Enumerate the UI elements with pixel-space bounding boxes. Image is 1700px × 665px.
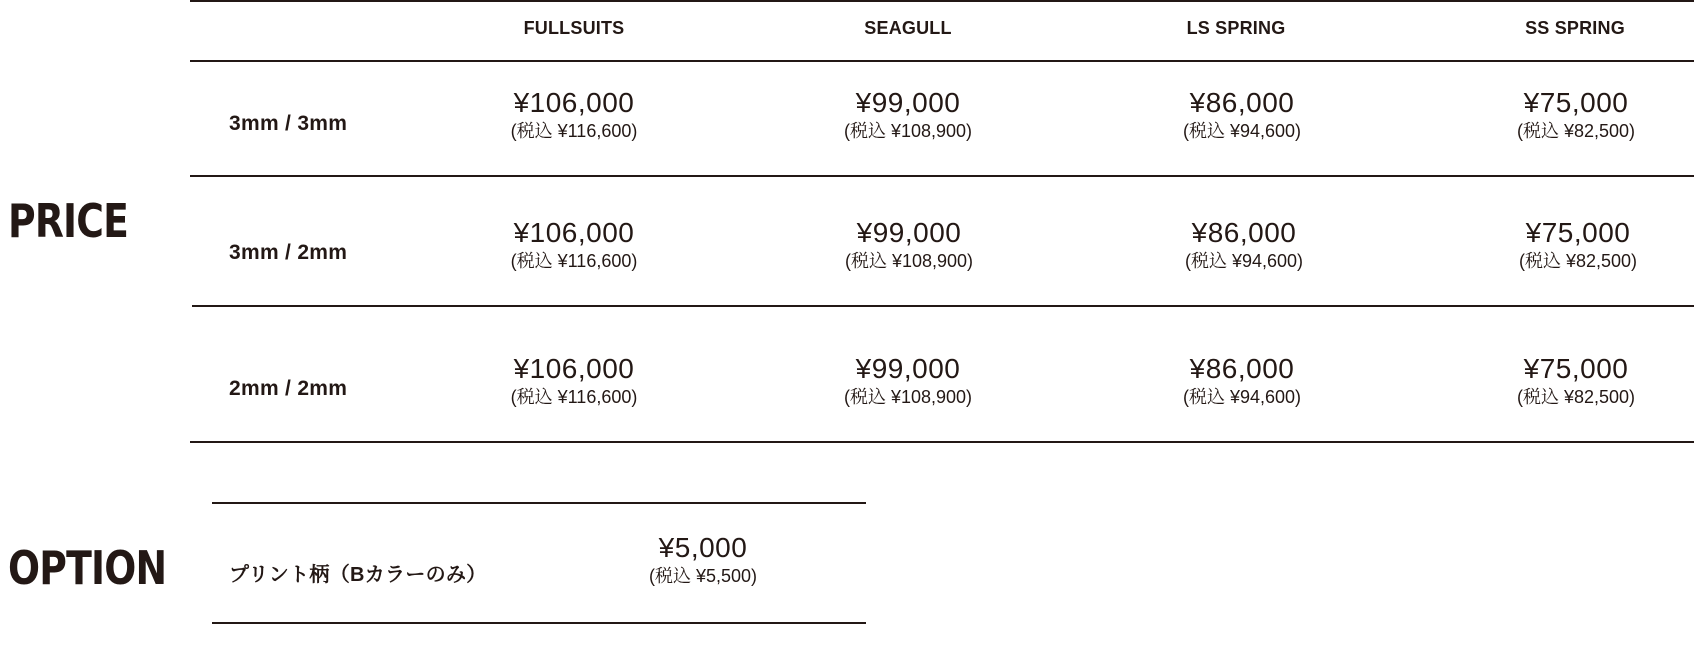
row-label-2mm-2mm: 2mm / 2mm [229, 377, 348, 400]
price-tax-included: (税込 ¥108,900) [844, 251, 974, 271]
price-cell [1448, 217, 1700, 273]
price-tax-included: (税込 ¥94,600) [1182, 387, 1302, 407]
price-cell [1446, 353, 1700, 409]
column-header-ls-spring: LS SPRING [1186, 18, 1286, 38]
price-tax-included: (税込 ¥82,500) [1516, 121, 1636, 141]
price-table-row-rule [190, 175, 1694, 177]
price-cell [779, 217, 1039, 273]
price-tax-included: (税込 ¥5,500) [648, 566, 758, 586]
price-cell [1114, 217, 1374, 273]
price-cell [1112, 353, 1372, 409]
price-cell [444, 87, 704, 143]
price-tax-included: (税込 ¥82,500) [1518, 251, 1638, 271]
price-tax-included: (税込 ¥94,600) [1184, 251, 1304, 271]
price-value: ¥106,000 [513, 217, 635, 248]
price-value: ¥86,000 [1189, 87, 1295, 118]
option-table-top-rule [212, 502, 866, 504]
price-value: ¥75,000 [1525, 217, 1631, 248]
price-value: ¥86,000 [1191, 217, 1297, 248]
price-tax-included: (税込 ¥108,900) [843, 387, 973, 407]
price-value: ¥75,000 [1523, 87, 1629, 118]
option-table-bottom-rule [212, 622, 866, 624]
price-tax-included: (税込 ¥94,600) [1182, 121, 1302, 141]
price-cell [444, 217, 704, 273]
price-value: ¥99,000 [855, 87, 961, 118]
price-table-row-rule [192, 305, 1694, 307]
row-label-3mm-2mm: 3mm / 2mm [229, 241, 348, 264]
price-tax-included: (税込 ¥116,600) [510, 251, 638, 271]
price-section-title: PRICE [8, 194, 129, 248]
price-value: ¥86,000 [1189, 353, 1295, 384]
column-header-ss-spring: SS SPRING [1525, 18, 1625, 38]
option-section-title: OPTION [8, 541, 167, 595]
column-header-seagull: SEAGULL [864, 18, 952, 38]
price-cell [778, 87, 1038, 143]
price-tax-included: (税込 ¥108,900) [843, 121, 973, 141]
row-label-3mm-3mm: 3mm / 3mm [229, 112, 348, 135]
price-tax-included: (税込 ¥116,600) [510, 387, 638, 407]
price-tax-included: (税込 ¥116,600) [510, 121, 638, 141]
option-label-print-pattern: プリント柄（Bカラーのみ） [229, 564, 487, 586]
price-cell [778, 353, 1038, 409]
column-header-fullsuits: FULLSUITS [523, 18, 625, 38]
price-value: ¥106,000 [513, 87, 635, 118]
price-value: ¥5,000 [658, 532, 748, 563]
price-tax-included: (税込 ¥82,500) [1516, 387, 1636, 407]
option-price-cell [573, 532, 833, 588]
price-value: ¥99,000 [855, 353, 961, 384]
price-table-top-rule [190, 0, 1694, 2]
price-value: ¥99,000 [856, 217, 962, 248]
price-cell [1112, 87, 1372, 143]
price-table-bottom-rule [190, 441, 1694, 443]
price-cell [1446, 87, 1700, 143]
price-value: ¥106,000 [513, 353, 635, 384]
price-cell [444, 353, 704, 409]
price-table-header-rule [190, 60, 1694, 62]
price-value: ¥75,000 [1523, 353, 1629, 384]
